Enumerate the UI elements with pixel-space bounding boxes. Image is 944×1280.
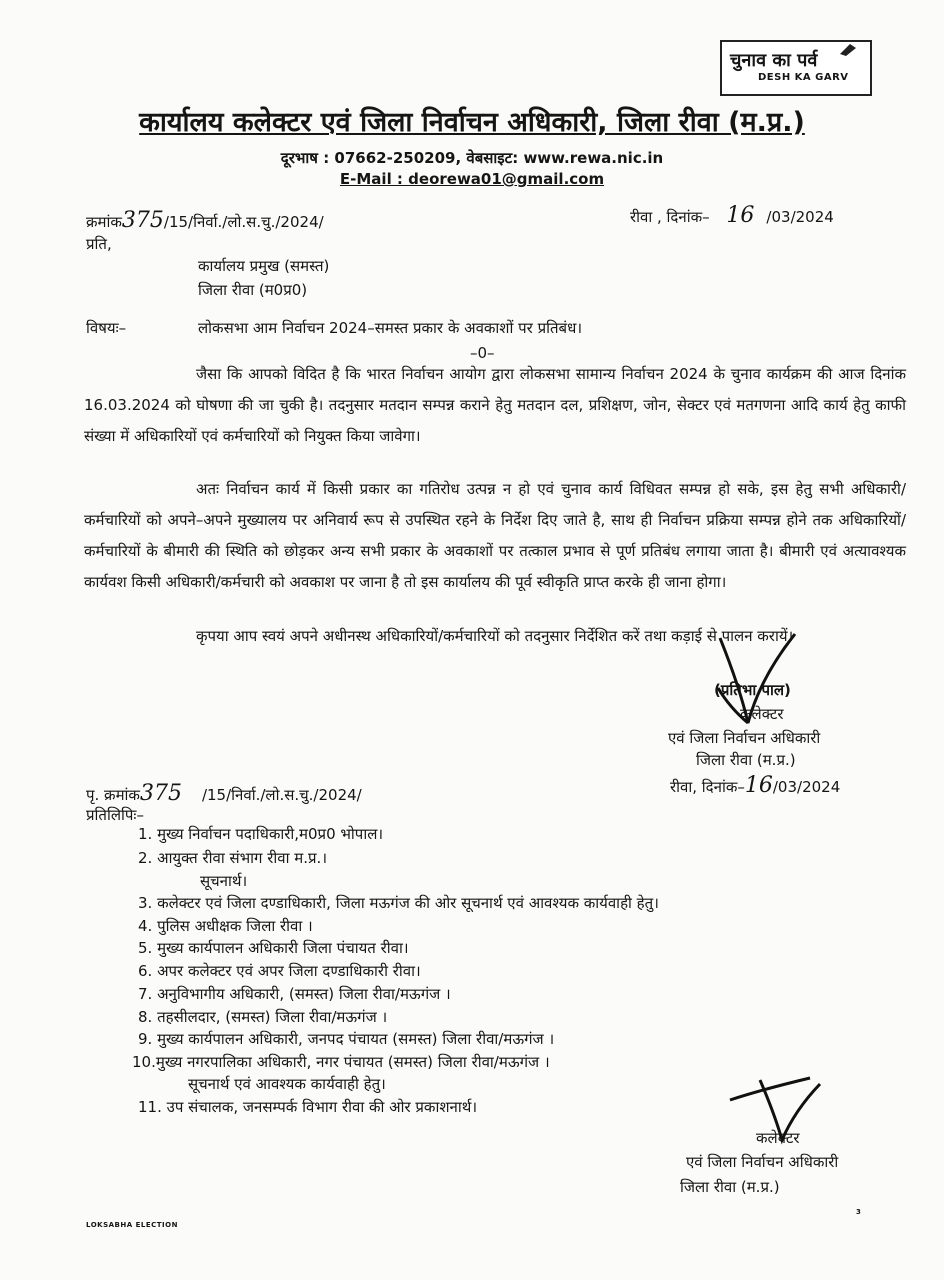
signatory-name: (प्रतिभा पाल) [714, 681, 791, 699]
copy-item-2: 2. आयुक्त रीवा संभाग रीवा म.प्र.। [138, 849, 328, 867]
election-logo [720, 40, 872, 96]
signature-date [670, 773, 840, 798]
phone-website-line: दूरभाष : 07662-250209, वेबसाइट: www.rewa.nic.in [280, 149, 664, 167]
addressee-line-2: जिला रीवा (म0प्र0) [198, 281, 308, 299]
copy-note-action: सूचनार्थ एवं आवश्यक कार्यवाही हेतु। [188, 1075, 386, 1093]
page-number: 3 [856, 1208, 862, 1216]
signature-date-day: 16 [744, 773, 773, 798]
ballot-mark-icon [838, 40, 860, 58]
signature-date-rest: /03/2024 [772, 778, 841, 796]
copy-item-8: 8. तहसीलदार, (समस्त) जिला रीवा/मऊगंज । [138, 1008, 388, 1026]
addressee-line-1: कार्यालय प्रमुख (समस्त) [198, 257, 330, 275]
copy-item-1: 1. मुख्य निर्वाचन पदाधिकारी,म0प्र0 भोपाल। [138, 825, 384, 843]
reference-number [86, 208, 324, 233]
copy-signatory-line-3: जिला रीवा (म.प्र.) [680, 1178, 780, 1196]
endorsement-reference [86, 781, 362, 806]
body-paragraph-3: कृपया आप स्वयं अपने अधीनस्थ अधिकारियों/कर्मचारियों को तदनुसार निर्देशित करें तथा कड़ाई से पालन करायें। [196, 627, 794, 645]
copy-item-10: 10.मुख्य नगरपालिका अधिकारी, नगर पंचायत (समस्त) जिला रीवा/मऊगंज । [132, 1053, 550, 1071]
signature-date-prefix: रीवा, दिनांक– [670, 778, 745, 796]
date-handwritten-day: 16 [726, 203, 755, 228]
body-paragraph-1: जैसा कि आपको विदित है कि भारत निर्वाचन आयोग द्वारा लोकसभा सामान्य निर्वाचन 2024 के चुनाव कार्यक्रम की आज दिनांक 16.03.2024 को घोषणा की जा चुकी है। तदनुसार मतदान सम्पन्न कराने हेतु मतदान दल, प्रशिक्षण, जोन, सेक्टर एवं मतगणना आदि कार्य हेतु काफी संख्या में अधिकारियों एवं कर्मचारियों को नियुक्त किया जावेगा। [84, 365, 906, 445]
endorsement-prefix: पृ. क्रमांक [86, 786, 140, 804]
office-title: कार्यालय कलेक्टर एवं जिला निर्वाचन अधिकारी, जिला रीवा (म.प्र.) [139, 107, 805, 138]
subject-label: विषयः– [86, 319, 127, 337]
copy-item-7: 7. अनुविभागीय अधिकारी, (समस्त) जिला रीवा/मऊगंज । [138, 985, 451, 1003]
letter-date [630, 203, 834, 228]
logo-english-text: DESH KA GARV [758, 72, 849, 83]
endorsement-suffix: /15/निर्वा./लो.स.चु./2024/ [201, 786, 362, 804]
copy-item-3: 3. कलेक्टर एवं जिला दण्डाधिकारी, जिला मऊगंज की ओर सूचनार्थ एवं आवश्यक कार्यवाही हेतु। [138, 894, 659, 912]
logo-hindi-text: चुनाव का पर्व [730, 50, 818, 71]
copy-item-5: 5. मुख्य कार्यपालन अधिकारी जिला पंचायत रीवा। [138, 939, 409, 957]
reference-handwritten-number: 375 [121, 208, 164, 233]
copy-note-info: सूचनार्थ। [200, 872, 248, 890]
signatory-designation: कलेक्टर [740, 705, 784, 723]
copy-item-6: 6. अपर कलेक्टर एवं अपर जिला दण्डाधिकारी रीवा। [138, 962, 421, 980]
footer-label: LOKSABHA ELECTION [86, 1221, 178, 1229]
copy-signatory-designation: कलेक्टर [756, 1129, 800, 1147]
date-rest: /03/2024 [766, 208, 834, 226]
reference-suffix: /15/निर्वा./लो.स.चु./2024/ [163, 213, 324, 231]
subject-divider: –0– [470, 344, 495, 362]
email-text: E-Mail : deorewa01@gmail.com [339, 170, 605, 188]
body-paragraph-2: अतः निर्वाचन कार्य में किसी प्रकार का गतिरोध उत्पन्न न हो एवं चुनाव कार्य विधिवत सम्पन्न हो सके, इस हेतु सभी अधिकारी/कर्मचारियों को अपने–अपने मुख्यालय पर अनिवार्य रूप से उपस्थित रहने के निर्देश दिए जाते है, साथ ही निर्वाचन प्रक्रिया सम्पन्न होने तक अधिकारियों/कर्मचारियों के बीमारी की स्थिति को छोड़कर अन्य सभी प्रकार के अवकाशों पर तत्काल प्रभाव से पूर्ण प्रतिबंध लगाया जाता है। बीमारी एवं अत्यावश्यक कार्यवश किसी अधिकारी/कर्मचारी को अवकाश पर जाना है तो इस कार्यालय की पूर्व स्वीकृति प्राप्त करके ही जाना होगा। [84, 480, 907, 591]
to-label: प्रति, [86, 235, 112, 253]
copy-to-label: प्रतिलिपिः– [86, 806, 144, 824]
copy-item-4: 4. पुलिस अधीक्षक जिला रीवा । [138, 917, 313, 935]
date-place: रीवा , दिनांक– [630, 208, 710, 226]
email-line [0, 170, 944, 188]
signatory-line-3: जिला रीवा (म.प्र.) [696, 751, 796, 769]
copy-item-9: 9. मुख्य कार्यपालन अधिकारी, जनपद पंचायत (समस्त) जिला रीवा/मऊगंज । [138, 1030, 555, 1048]
reference-prefix: क्रमांक [86, 213, 122, 231]
copy-item-11: 11. उप संचालक, जनसम्पर्क विभाग रीवा की ओर प्रकाशनार्थ। [138, 1098, 478, 1116]
endorsement-handwritten-number: 375 [139, 781, 182, 806]
signatory-line-2: एवं जिला निर्वाचन अधिकारी [668, 729, 821, 747]
copy-signatory-line-2: एवं जिला निर्वाचन अधिकारी [686, 1153, 839, 1171]
subject-text: लोकसभा आम निर्वाचन 2024–समस्त प्रकार के अवकाशों पर प्रतिबंध। [198, 319, 583, 337]
